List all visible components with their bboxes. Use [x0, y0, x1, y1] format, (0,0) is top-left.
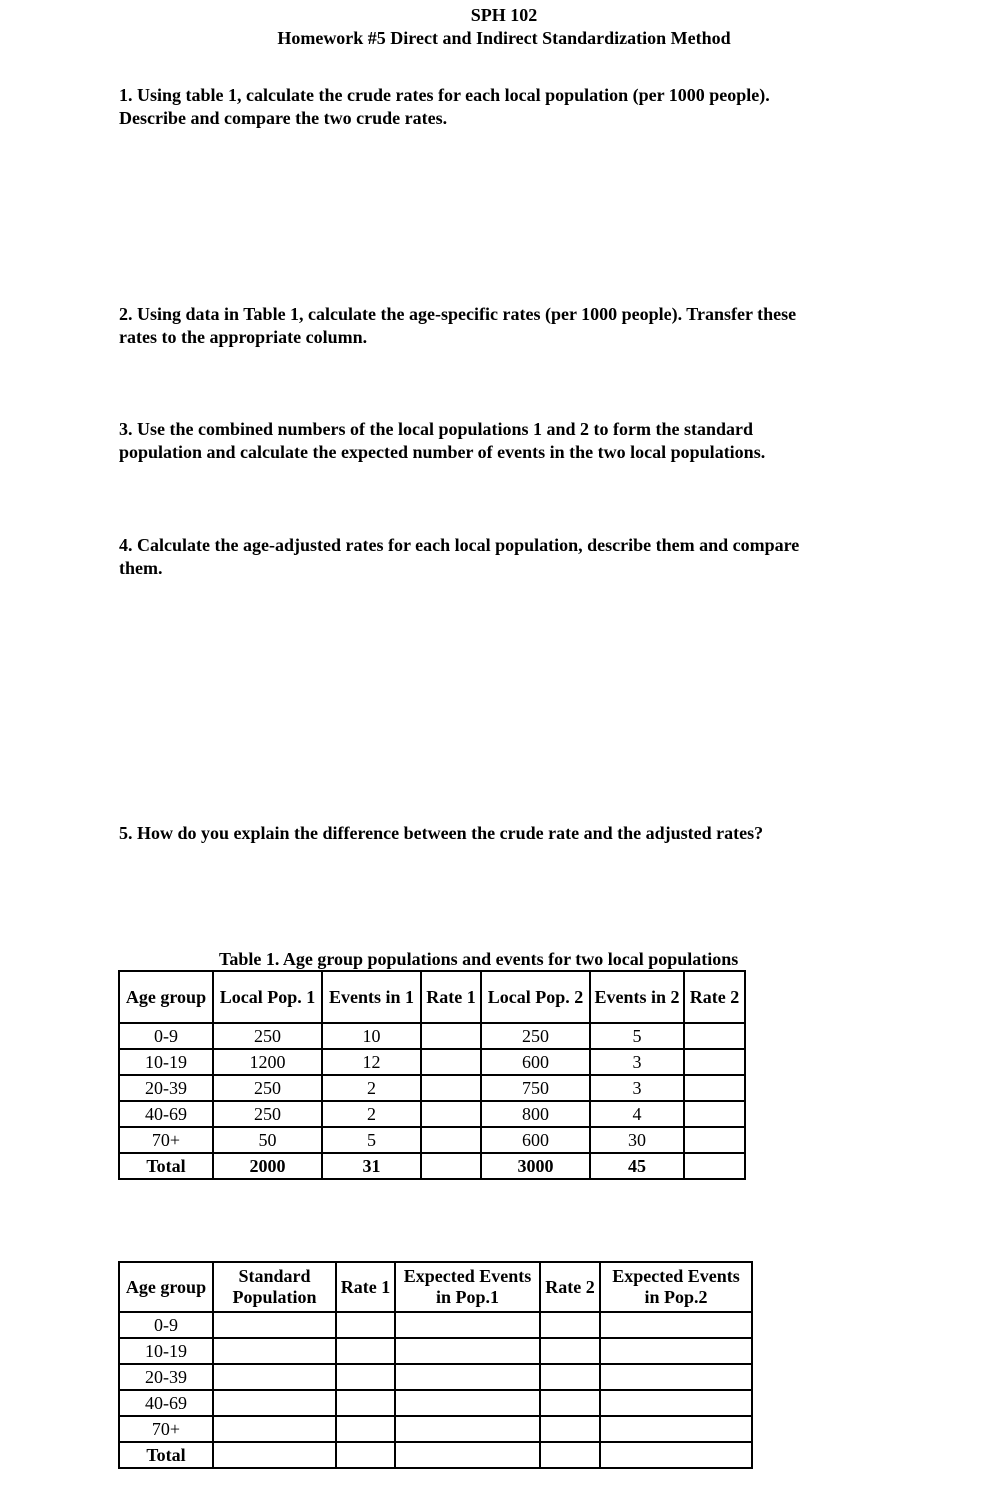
- question-1: [119, 84, 879, 130]
- question-2-line-1: 2. Using data in Table 1, calculate the age-specific rates (per 1000 people). Transfer these: [119, 304, 797, 324]
- table-cell: 5: [322, 1127, 421, 1153]
- table-cell: [600, 1364, 752, 1390]
- table-cell: 20-39: [119, 1075, 213, 1101]
- table-cell: [421, 1075, 481, 1101]
- table-cell: 800: [481, 1101, 590, 1127]
- table-cell: [395, 1364, 540, 1390]
- t1-header-local-pop-2: Local Pop. 2: [481, 971, 590, 1023]
- table-cell: 4: [590, 1101, 684, 1127]
- table-cell: [336, 1390, 395, 1416]
- table-cell: [395, 1416, 540, 1442]
- table-cell: [600, 1442, 752, 1468]
- table-cell: Total: [119, 1442, 213, 1468]
- table-cell: 250: [213, 1101, 322, 1127]
- table-cell: 5: [590, 1023, 684, 1049]
- table-cell: [684, 1049, 745, 1075]
- table-cell: [421, 1127, 481, 1153]
- table-cell: [540, 1416, 600, 1442]
- table-cell: 10: [322, 1023, 421, 1049]
- table-row: [119, 1312, 752, 1338]
- table-2: [118, 1261, 753, 1469]
- table-cell: 12: [322, 1049, 421, 1075]
- table-cell: [395, 1338, 540, 1364]
- table-cell: [395, 1442, 540, 1468]
- table-2-total-row: [119, 1442, 752, 1468]
- table-cell: [213, 1338, 336, 1364]
- table-cell: [421, 1023, 481, 1049]
- table-cell: [600, 1390, 752, 1416]
- table-cell: 70+: [119, 1127, 213, 1153]
- table-row: [119, 1390, 752, 1416]
- table-cell: [540, 1442, 600, 1468]
- table-cell: [213, 1364, 336, 1390]
- table-cell: [336, 1338, 395, 1364]
- table-cell: 250: [213, 1023, 322, 1049]
- table-row: [119, 1049, 745, 1075]
- course-title: SPH 102: [470, 5, 538, 25]
- table-cell: 45: [590, 1153, 684, 1179]
- question-3-line-2: population and calculate the expected number of events in the two local populations.: [119, 442, 766, 462]
- table-cell: 70+: [119, 1416, 213, 1442]
- table-cell: 2: [322, 1075, 421, 1101]
- question-2-line-2: rates to the appropriate column.: [119, 327, 368, 347]
- question-4-line-2: them.: [119, 558, 163, 578]
- table-cell: 31: [322, 1153, 421, 1179]
- table-cell: 3: [590, 1049, 684, 1075]
- t2-header-expected-events-2: Expected Events in Pop.2: [600, 1262, 752, 1312]
- table-cell: [213, 1312, 336, 1338]
- table-cell: 250: [481, 1023, 590, 1049]
- table-cell: [213, 1416, 336, 1442]
- t2-header-expected-events-1: Expected Events in Pop.1: [395, 1262, 540, 1312]
- table-cell: 10-19: [119, 1338, 213, 1364]
- table-1: [118, 970, 746, 1180]
- table-cell: 1200: [213, 1049, 322, 1075]
- question-4-line-1: 4. Calculate the age-adjusted rates for each local population, describe them and compare: [119, 535, 800, 555]
- table-cell: [421, 1049, 481, 1075]
- table-cell: [540, 1364, 600, 1390]
- table-cell: 600: [481, 1049, 590, 1075]
- table-cell: 0-9: [119, 1312, 213, 1338]
- t2-header-age-group: Age group: [119, 1262, 213, 1312]
- table-cell: [684, 1075, 745, 1101]
- table-cell: Total: [119, 1153, 213, 1179]
- table-cell: [421, 1153, 481, 1179]
- table-row: [119, 1075, 745, 1101]
- table-cell: [213, 1390, 336, 1416]
- table-cell: [600, 1416, 752, 1442]
- table-1-total-row: [119, 1153, 745, 1179]
- table-cell: 3: [590, 1075, 684, 1101]
- table-row: [119, 1338, 752, 1364]
- question-3: [119, 418, 879, 464]
- table-row: [119, 1101, 745, 1127]
- table-row: [119, 1364, 752, 1390]
- table-cell: 250: [213, 1075, 322, 1101]
- question-1-line-1: 1. Using table 1, calculate the crude rates for each local population (per 1000 people).: [119, 85, 770, 105]
- table-cell: [540, 1312, 600, 1338]
- table-cell: [213, 1442, 336, 1468]
- question-2: [119, 303, 879, 349]
- t2-header-rate-2: Rate 2: [540, 1262, 600, 1312]
- t1-header-rate-1: Rate 1: [421, 971, 481, 1023]
- table-cell: [684, 1153, 745, 1179]
- question-3-line-1: 3. Use the combined numbers of the local populations 1 and 2 to form the standard: [119, 419, 754, 439]
- table-row: [119, 1023, 745, 1049]
- table-cell: 3000: [481, 1153, 590, 1179]
- table-2-header-row: [119, 1262, 752, 1312]
- question-5: [119, 822, 879, 845]
- table-cell: 0-9: [119, 1023, 213, 1049]
- t1-header-age-group: Age group: [119, 971, 213, 1023]
- table-cell: [336, 1442, 395, 1468]
- table-cell: [421, 1101, 481, 1127]
- table-cell: [600, 1338, 752, 1364]
- table-cell: 750: [481, 1075, 590, 1101]
- table-cell: 600: [481, 1127, 590, 1153]
- table-cell: [684, 1127, 745, 1153]
- table-cell: 2000: [213, 1153, 322, 1179]
- table-cell: 40-69: [119, 1101, 213, 1127]
- table-row: [119, 1127, 745, 1153]
- t2-header-rate-1: Rate 1: [336, 1262, 395, 1312]
- assignment-title: Homework #5 Direct and Indirect Standardization Method: [277, 28, 731, 48]
- table-1-caption: Table 1. Age group populations and events for two local populations: [219, 949, 739, 969]
- t1-header-events-2: Events in 2: [590, 971, 684, 1023]
- table-cell: [684, 1101, 745, 1127]
- table-cell: [336, 1312, 395, 1338]
- table-cell: 20-39: [119, 1364, 213, 1390]
- table-cell: 30: [590, 1127, 684, 1153]
- question-5-line-1: 5. How do you explain the difference between the crude rate and the adjusted rates?: [119, 823, 764, 843]
- table-row: [119, 1416, 752, 1442]
- t1-header-events-1: Events in 1: [322, 971, 421, 1023]
- table-cell: [336, 1364, 395, 1390]
- table-cell: 50: [213, 1127, 322, 1153]
- table-cell: [600, 1312, 752, 1338]
- table-cell: 40-69: [119, 1390, 213, 1416]
- table-cell: 10-19: [119, 1049, 213, 1075]
- t1-header-local-pop-1: Local Pop. 1: [213, 971, 322, 1023]
- t2-header-standard-population: Standard Population: [213, 1262, 336, 1312]
- question-4: [119, 534, 879, 580]
- table-cell: 2: [322, 1101, 421, 1127]
- table-cell: [395, 1312, 540, 1338]
- table-cell: [684, 1023, 745, 1049]
- t1-header-rate-2: Rate 2: [684, 971, 745, 1023]
- table-cell: [395, 1390, 540, 1416]
- table-cell: [540, 1390, 600, 1416]
- table-1-header-row: [119, 971, 745, 1023]
- table-cell: [540, 1338, 600, 1364]
- table-cell: [336, 1416, 395, 1442]
- question-1-line-2: Describe and compare the two crude rates.: [119, 108, 448, 128]
